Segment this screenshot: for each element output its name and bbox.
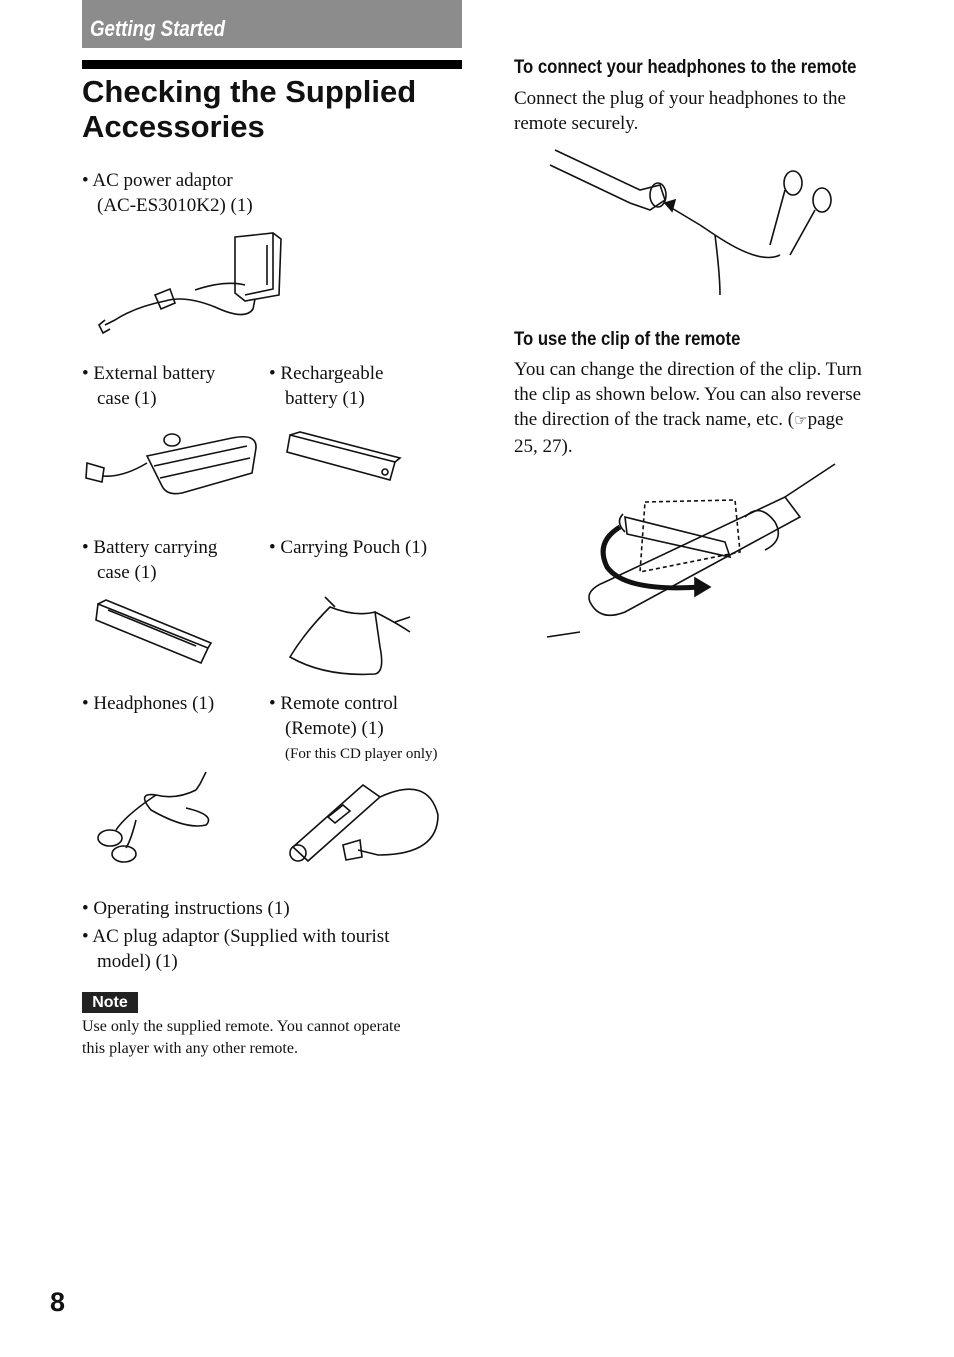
- connect-headphones-illustration: [550, 145, 840, 300]
- accessory-batt-carry: • Battery carrying case (1): [82, 535, 262, 585]
- accessory-remote: • Remote control (Remote) (1) (For this CD player only): [269, 691, 469, 768]
- plug-adaptor-line2: model) (1): [97, 951, 178, 972]
- accessory-other-list: • Operating instructions (1) • AC plug adaptor (Supplied with tourist model) (1): [82, 896, 472, 974]
- para2-line4: 25, 27).: [514, 436, 573, 457]
- ext-battery-line2: case (1): [97, 388, 157, 409]
- note-line1: Use only the supplied remote. You cannot operate: [82, 1018, 401, 1035]
- note-badge: Note: [82, 992, 138, 1013]
- para1-line2: remote securely.: [514, 113, 639, 134]
- para-connect-headphones: [514, 86, 904, 136]
- para2-line3: [514, 407, 914, 434]
- para1-line1: Connect the plug of your headphones to the: [514, 88, 846, 109]
- remote-line2: (Remote) (1): [285, 718, 384, 739]
- batt-carry-line1: Battery carrying: [93, 537, 218, 558]
- page-number: 8: [50, 1287, 66, 1317]
- para2-line1: You can change the direction of the clip. Turn: [514, 359, 862, 380]
- accessory-ext-battery: • External battery case (1): [82, 361, 262, 411]
- section-title: Getting Started: [90, 16, 226, 41]
- ac-adaptor-line2: (AC-ES3010K2) (1): [97, 195, 253, 216]
- note-text: [82, 1016, 462, 1060]
- accessory-pouch: • Carrying Pouch (1): [269, 537, 428, 558]
- accessory-ac-adaptor: • AC power adaptor (AC-ES3010K2) (1): [82, 168, 382, 218]
- accessory-headphones: • Headphones (1): [82, 693, 215, 714]
- instructions-item: Operating instructions (1): [93, 898, 290, 919]
- para2-line3a: the direction of the track name, etc. (: [514, 409, 795, 430]
- ac-adaptor-illustration: [95, 225, 295, 340]
- rech-battery-illustration: [285, 430, 405, 490]
- para2-line2: the clip as shown below. You can also reverse: [514, 384, 862, 405]
- headphones-line1: Headphones (1): [93, 693, 215, 714]
- rech-battery-line2: battery (1): [285, 388, 365, 409]
- remote-note: (For this CD player only): [285, 746, 438, 762]
- remote-line1: Remote control: [280, 693, 399, 714]
- ext-battery-illustration: [82, 418, 262, 498]
- para2-line3b: page: [807, 409, 844, 430]
- batt-carry-illustration: [96, 598, 216, 668]
- ac-adaptor-line1: AC power adaptor: [92, 170, 233, 191]
- page-title: Checking the Supplied Accessories: [82, 74, 417, 144]
- title-rule: [82, 60, 462, 69]
- accessory-rech-battery: • Rechargeable battery (1): [269, 361, 449, 411]
- batt-carry-line2: case (1): [97, 562, 157, 583]
- pouch-illustration: [285, 592, 420, 677]
- clip-illustration: [545, 462, 840, 642]
- para-use-clip: [514, 357, 914, 459]
- headphones-illustration: [96, 770, 216, 870]
- heading-use-clip: To use the clip of the remote: [514, 329, 741, 350]
- pouch-line1: Carrying Pouch (1): [280, 537, 428, 558]
- remote-illustration: [288, 775, 443, 875]
- plug-adaptor-line1: AC plug adaptor (Supplied with tourist: [92, 926, 390, 947]
- pointing-hand-icon: ☞: [794, 413, 808, 429]
- rech-battery-line1: Rechargeable: [280, 363, 384, 384]
- note-line2: this player with any other remote.: [82, 1040, 298, 1057]
- heading-connect-headphones: To connect your headphones to the remote: [514, 57, 857, 78]
- ext-battery-line1: External battery: [93, 363, 216, 384]
